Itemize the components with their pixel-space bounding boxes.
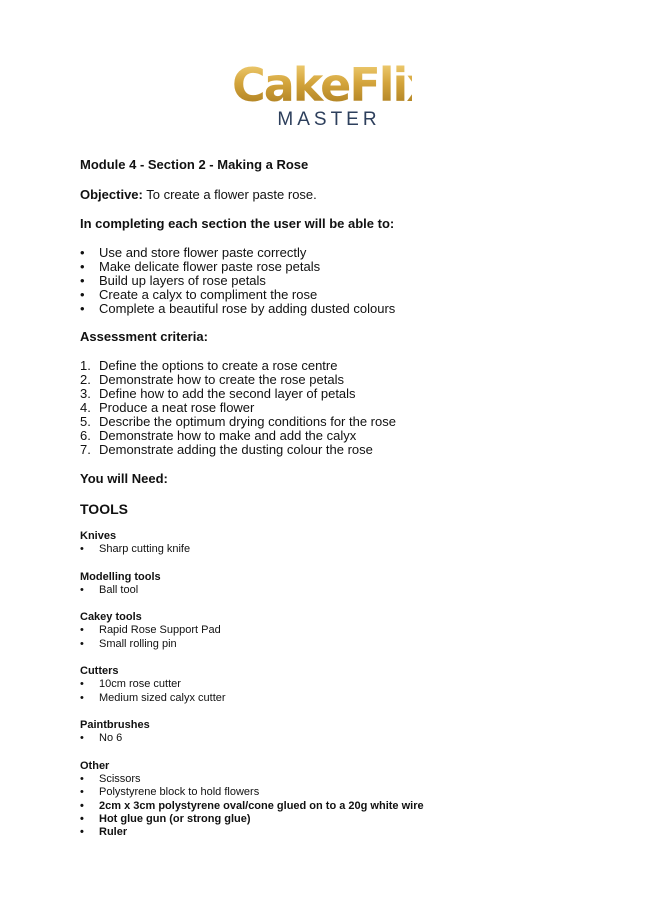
- assessment-heading: Assessment criteria:: [80, 329, 208, 344]
- group-title-paintbrushes: Paintbrushes: [80, 719, 150, 731]
- logo-tagline: MASTER: [277, 109, 381, 130]
- list-item: 1. Define the options to create a rose centre: [80, 358, 338, 373]
- other-list: [80, 773, 600, 800]
- logo-wordmark: CakeFlix: [232, 58, 434, 112]
- list-item: 6. Demonstrate how to make and add the calyx: [80, 428, 357, 443]
- bullet-icon: •: [80, 624, 84, 636]
- cakey-tools-list: [80, 624, 600, 651]
- cutters-list: [80, 678, 600, 705]
- bullet-icon: •: [80, 812, 84, 825]
- knives-list: [80, 543, 600, 557]
- tools-heading: TOOLS: [80, 501, 128, 517]
- completing-heading: In completing each section the user will be able to:: [80, 216, 395, 231]
- bullet-icon: •: [80, 825, 84, 838]
- modelling-tools-list: [80, 584, 600, 598]
- list-item: • Scissors: [80, 772, 141, 785]
- bullet-icon: •: [80, 245, 85, 260]
- list-item: • Medium sized calyx cutter: [80, 691, 226, 704]
- list-item: • Create a calyx to compliment the rose: [80, 287, 318, 302]
- list-item: • Complete a beautiful rose by adding dusted colours: [80, 301, 396, 316]
- other-bold-list: [80, 800, 600, 839]
- bullet-icon: •: [80, 637, 84, 650]
- group-title-other: Other: [80, 759, 110, 772]
- list-item: • 2cm x 3cm polystyrene oval/cone glued on to a 20g white wire: [80, 799, 424, 812]
- objective-line: [80, 187, 600, 203]
- list-item: • Sharp cutting knife: [80, 543, 191, 555]
- module-title: Module 4 - Section 2 - Making a Rose: [80, 157, 309, 172]
- list-item: • Ball tool: [80, 583, 139, 596]
- bullet-icon: •: [80, 583, 84, 596]
- list-item: • Polystyrene block to hold flowers: [80, 786, 260, 798]
- list-item: • No 6: [80, 732, 123, 744]
- paintbrushes-list: [80, 732, 600, 746]
- bullet-icon: •: [80, 543, 84, 555]
- bullet-icon: •: [80, 287, 85, 302]
- objective-text: To create a flower paste rose.: [142, 187, 317, 202]
- list-item: • Rapid Rose Support Pad: [80, 624, 221, 636]
- list-item: • Make delicate flower paste rose petals: [80, 259, 321, 274]
- bullet-icon: •: [80, 301, 85, 316]
- list-item: • Use and store flower paste correctly: [80, 245, 307, 260]
- bullet-icon: •: [80, 732, 84, 744]
- bullet-icon: •: [80, 678, 84, 690]
- group-title-knives: Knives: [80, 530, 117, 542]
- outcomes-list: [80, 246, 600, 316]
- list-item: • Build up layers of rose petals: [80, 273, 266, 288]
- list-item: 7. Demonstrate adding the dusting colour the rose: [80, 442, 373, 457]
- objective-label: Objective:: [80, 187, 143, 202]
- bullet-icon: •: [80, 786, 84, 798]
- bullet-icon: •: [80, 691, 84, 704]
- list-item: 2. Demonstrate how to create the rose petals: [80, 372, 344, 387]
- bullet-icon: •: [80, 259, 85, 274]
- bullet-icon: •: [80, 799, 84, 812]
- bullet-icon: •: [80, 772, 84, 785]
- list-item: • Ruler: [80, 825, 128, 838]
- group-title-cutters: Cutters: [80, 665, 119, 677]
- cakeflix-logo: [232, 58, 434, 135]
- need-heading: You will Need:: [80, 471, 168, 486]
- document-body: [80, 157, 600, 839]
- list-item: • Small rolling pin: [80, 637, 177, 650]
- group-title-modelling-tools: Modelling tools: [80, 570, 161, 583]
- list-item: • 10cm rose cutter: [80, 678, 181, 690]
- list-item: 3. Define how to add the second layer of petals: [80, 386, 356, 401]
- assessment-list: [80, 359, 600, 457]
- bullet-icon: •: [80, 273, 85, 288]
- list-item: • Hot glue gun (or strong glue): [80, 812, 251, 825]
- list-item: 4. Produce a neat rose flower: [80, 400, 255, 415]
- group-title-cakey-tools: Cakey tools: [80, 611, 142, 623]
- list-item: 5. Describe the optimum drying conditions for the rose: [80, 414, 396, 429]
